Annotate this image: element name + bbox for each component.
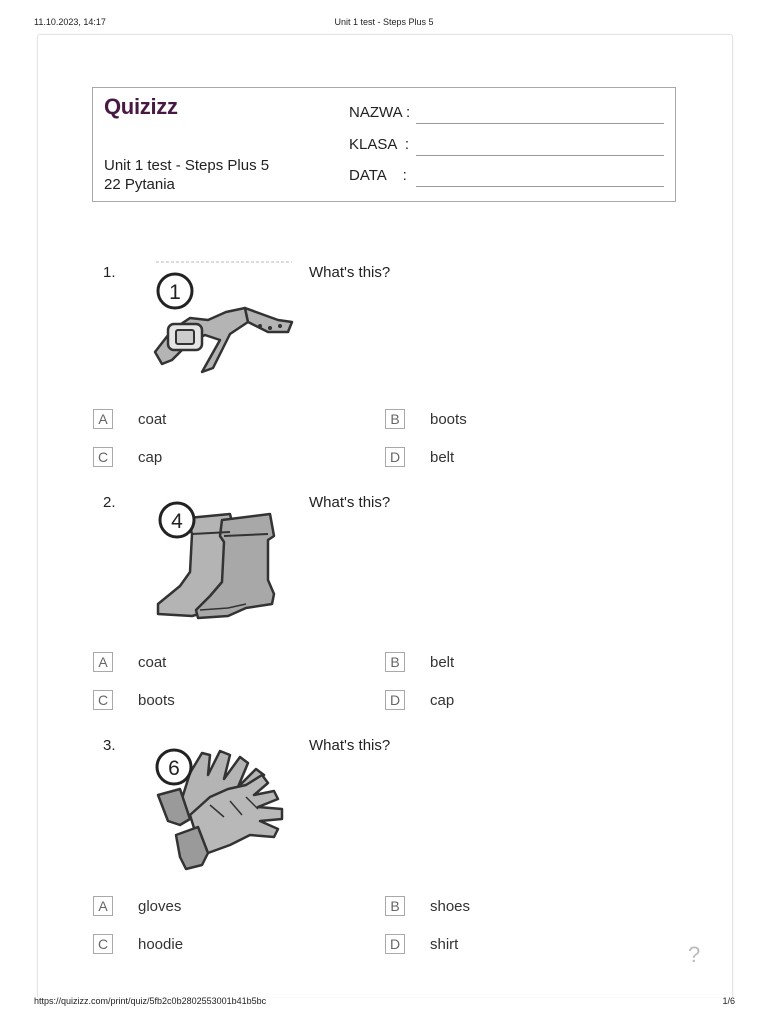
boots-illustration-icon: [150, 500, 280, 622]
belt-illustration-icon: [150, 260, 295, 380]
option-letter: D: [385, 447, 405, 467]
option-letter: D: [385, 934, 405, 954]
option-letter: D: [385, 690, 405, 710]
date-field-label: DATA :: [349, 167, 407, 184]
name-field-line: [416, 123, 664, 124]
option-text: cap: [430, 692, 455, 709]
question-prompt: What's this?: [309, 494, 391, 511]
quiz-title: Unit 1 test - Steps Plus 5: [104, 157, 270, 174]
option-letter: A: [93, 652, 113, 672]
option-text: belt: [430, 654, 455, 671]
option-letter: C: [93, 934, 113, 954]
image-number-label: 6: [168, 757, 180, 780]
option-letter: B: [385, 409, 405, 429]
option-text: cap: [138, 449, 163, 466]
option-letter: C: [93, 690, 113, 710]
date-field-line: [416, 186, 664, 187]
quizizz-logo: Quizizz: [104, 94, 178, 119]
option-text: shirt: [430, 936, 459, 953]
option-letter: A: [93, 409, 113, 429]
option-text: coat: [138, 654, 167, 671]
image-number-label: 4: [171, 510, 183, 533]
option-text: shoes: [430, 898, 471, 915]
option-text: hoodie: [138, 936, 184, 953]
class-field-label: KLASA :: [349, 136, 410, 153]
question-mark-icon[interactable]: ?: [688, 942, 701, 967]
option-text: gloves: [138, 898, 182, 915]
option-text: belt: [430, 449, 455, 466]
print-url: https://quizizz.com/print/quiz/5fb2c0b2802553001b41b5bc: [34, 996, 267, 1006]
question-count: 22 Pytania: [104, 176, 175, 193]
question-prompt: What's this?: [309, 264, 391, 281]
option-letter: A: [93, 896, 113, 916]
gloves-illustration-icon: [150, 745, 295, 875]
option-letter: B: [385, 652, 405, 672]
question-number: 3.: [103, 737, 116, 754]
question-number: 2.: [103, 494, 116, 511]
print-page-title: Unit 1 test - Steps Plus 5: [334, 17, 434, 27]
question-prompt: What's this?: [309, 737, 391, 754]
image-number-label: 1: [169, 281, 181, 304]
option-text: boots: [430, 411, 467, 428]
option-text: boots: [138, 692, 175, 709]
print-datetime: 11.10.2023, 14:17: [34, 17, 106, 27]
question-number: 1.: [103, 264, 116, 281]
option-letter: C: [93, 447, 113, 467]
print-page-number: 1/6: [722, 996, 735, 1006]
option-letter: B: [385, 896, 405, 916]
option-text: coat: [138, 411, 167, 428]
class-field-line: [416, 155, 664, 156]
name-field-label: NAZWA :: [349, 104, 411, 121]
